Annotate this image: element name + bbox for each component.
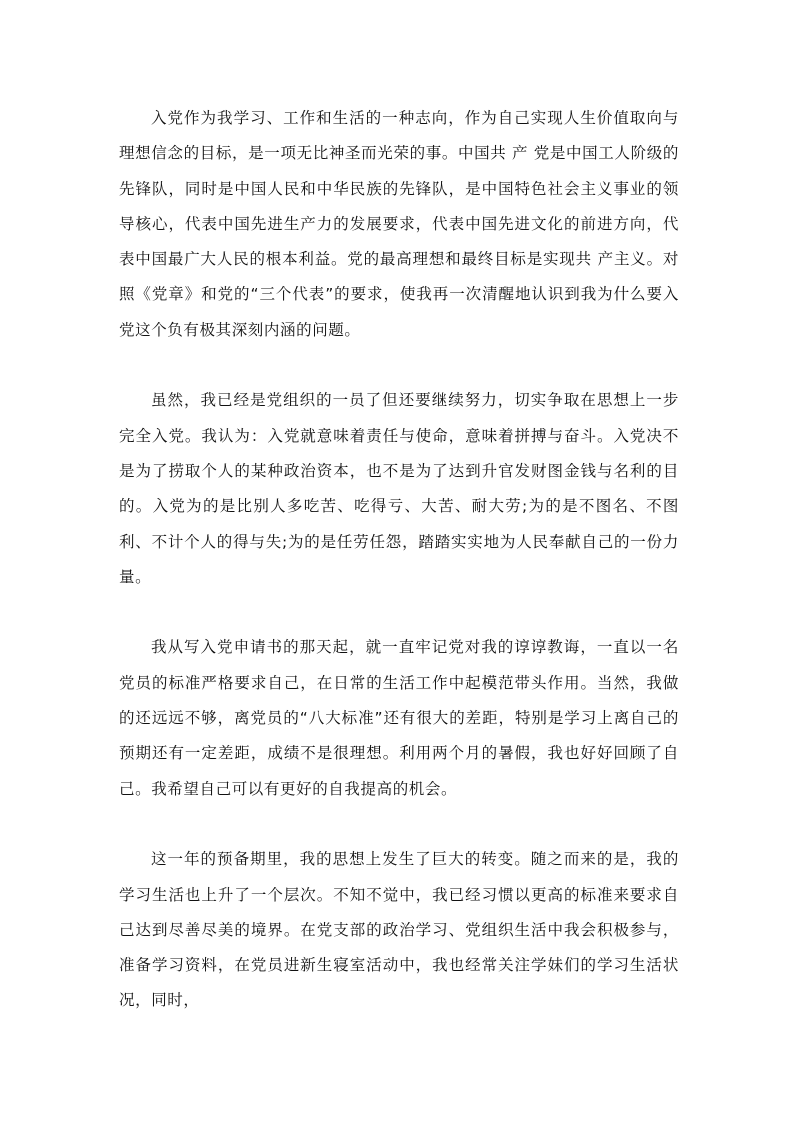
paragraph-4: 这一年的预备期里，我的思想上发生了巨大的转变。随之而来的是，我的学习生活也上升了一个层次。不知不觉中，我已经习惯以更高的标准来要求自己达到尽善尽美的境界。在党支部的政治学习、党组织生活中我会积极参与，准备学习资料，在党员进新生寝室活动中，我也经常关注学妹们的学习生活状况，同时，	[119, 850, 679, 1010]
paragraph-2: 虽然，我已经是党组织的一员了但还要继续努力，切实争取在思想上一步完全入党。我认为：入党就意味着责任与使命，意味着拼搏与奋斗。入党决不是为了捞取个人的某种政治资本，也不是为了达到升官发财图金钱与名利的目的。入党为的是比别人多吃苦、吃得亏、大苦、耐大劳;为的是不图名、不图利、不计个人的得与失;为的是任劳任怨，踏踏实实地为人民奉献自己的一份力量。	[119, 391, 679, 586]
paragraph-1: 入党作为我学习、工作和生活的一种志向，作为自己实现人生价值取向与理想信念的目标，是一项无比神圣而光荣的事。中国共 产 党是中国工人阶级的先锋队，同时是中国人民和中华民族的先锋队，是中国特色社会主义事业的领导核心，代表中国先进生产力的发展要求，代表中国先进文化的前进方向，代表中国最广大人民的根本利益。党的最高理想和最终目标是实现共 产主义。对照《党章》和党的“三个代表”的要求，使我再一次清醒地认识到我为什么要入党这个负有极其深刻内涵的问题。	[119, 109, 679, 339]
document-body	[119, 101, 679, 1054]
paragraph-3: 我从写入党申请书的那天起，就一直牢记党对我的谆谆教诲，一直以一名党员的标准严格要求自己，在日常的生活工作中起模范带头作用。当然，我做的还远远不够，离党员的“八大标准”还有很大的差距，特别是学习上离自己的预期还有一定差距，成绩不是很理想。利用两个月的暑假，我也好好回顾了自己。我希望自己可以有更好的自我提高的机会。	[119, 638, 679, 798]
